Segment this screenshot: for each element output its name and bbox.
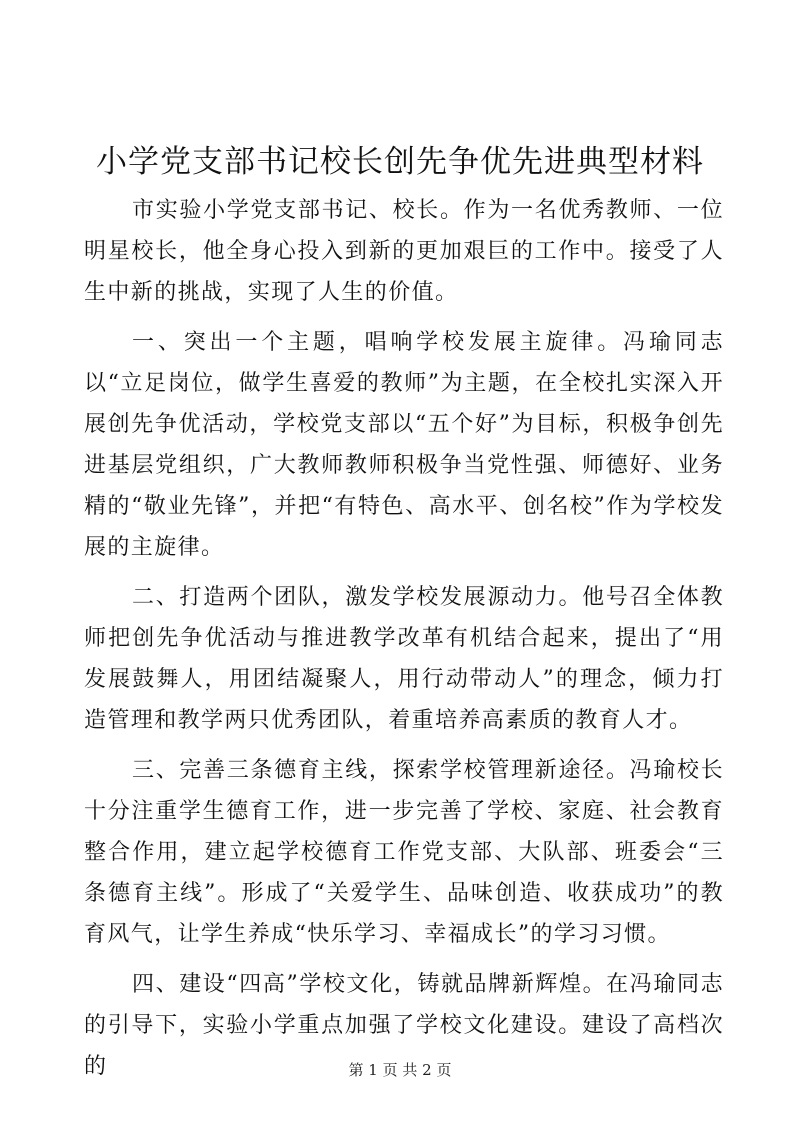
document-title: 小学党支部书记校长创先争优先进典型材料: [96, 144, 704, 180]
document-body: [84, 190, 724, 1096]
paragraph-point-one: 一、突出一个主题，唱响学校发展主旋律。冯瑜同志以“立足岗位，做学生喜爱的教师”为主题，在全校扎实深入开展创先争优活动，学校党支部以“五个好”为目标，积极争创先进基层党组织，广大教师教师积极争当党性强、师德好、业务精的“敬业先锋”，并把“有特色、高水平、创名校”作为学校发展的主旋律。: [84, 330, 724, 560]
paragraph-point-four: 四、建设“四高”学校文化，铸就品牌新辉煌。在冯瑜同志的引导下，实验小学重点加强了学校文化建设。建设了高档次的: [84, 972, 724, 1079]
page-number-footer: 第 1 页 共 2 页: [348, 1061, 452, 1079]
paragraph-point-two: 二、打造两个团队，激发学校发展源动力。他号召全体教师把创先争优活动与推进教学改革有机结合起来，提出了“用发展鼓舞人，用团结凝聚人，用行动带动人”的理念，倾力打造管理和教学两只优秀团队，着重培养高素质的教育人才。: [84, 585, 724, 733]
paragraph-intro: 市实验小学党支部书记、校长。作为一名优秀教师、一位明星校长，他全身心投入到新的更加艰巨的工作中。接受了人生中新的挑战，实现了人生的价值。: [84, 198, 724, 305]
paragraph-point-three: 三、完善三条德育主线，探索学校管理新途径。冯瑜校长十分注重学生德育工作，进一步完善了学校、家庭、社会教育整合作用，建立起学校德育工作党支部、大队部、班委会“三条德育主线”。形成了“关爱学生、品味创造、收获成功”的教育风气，让学生养成“快乐学习、幸福成长”的学习习惯。: [84, 758, 724, 947]
